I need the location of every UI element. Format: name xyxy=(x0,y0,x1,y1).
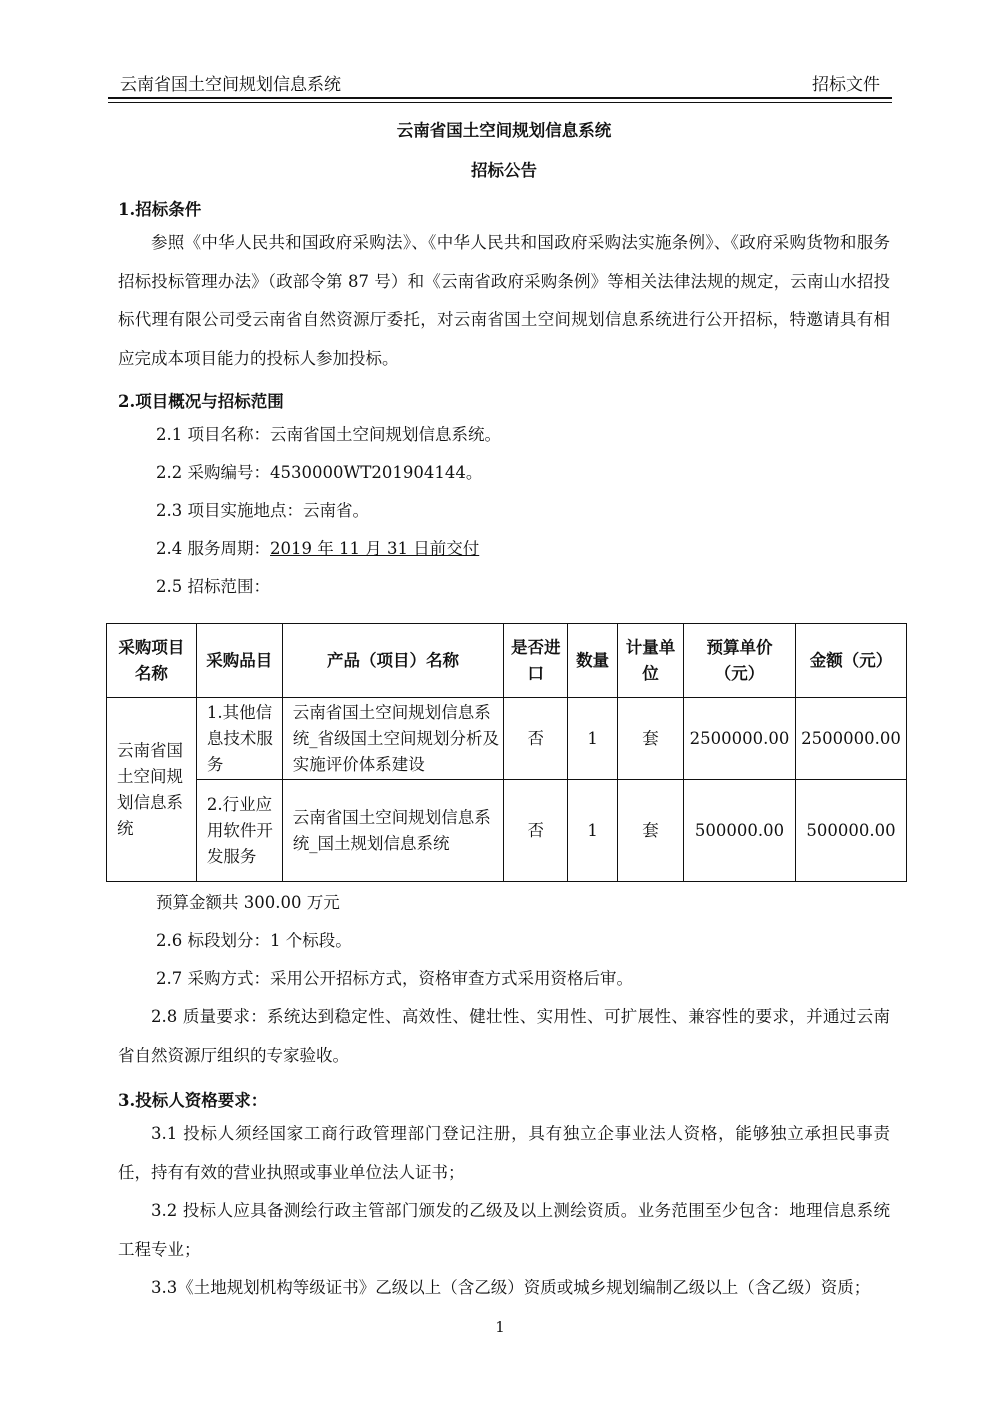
document-subtitle: 招标公告 xyxy=(471,161,537,180)
header-rule-thick xyxy=(108,97,892,99)
cell-amount: 500000.00 xyxy=(795,780,906,882)
section-1-heading: 1.招标条件 xyxy=(118,200,202,219)
cell-qty: 1 xyxy=(568,780,618,882)
col-header-qty: 数量 xyxy=(568,624,618,698)
item-3-2: 3.2 投标人应具备测绘行政主管部门颁发的乙级及以上测绘资质。业务范围至少包含：地理信息系统工程专业； xyxy=(118,1201,890,1259)
item-2-1: 2.1 项目名称：云南省国土空间规划信息系统。 xyxy=(156,425,501,444)
table-row xyxy=(107,780,907,882)
item-2-2: 2.2 采购编号：4530000WT201904144。 xyxy=(156,463,483,482)
header-rule-thin xyxy=(108,102,892,103)
cell-import: 否 xyxy=(504,698,568,780)
cell-project-name: 云南省国土空间规划信息系统 xyxy=(107,698,197,882)
cell-price: 500000.00 xyxy=(683,780,795,882)
bid-scope-table xyxy=(106,623,907,882)
item-2-8: 2.8 质量要求：系统达到稳定性、高效性、健壮性、实用性、可扩展性、兼容性的要求，并通过云南省自然资源厅组织的专家验收。 xyxy=(118,1007,890,1065)
item-3-1: 3.1 投标人须经国家工商行政管理部门登记注册，具有独立企事业法人资格，能够独立承担民事责任，持有有效的营业执照或事业单位法人证书； xyxy=(118,1124,890,1182)
col-header-project: 采购项目名称 xyxy=(107,624,197,698)
col-header-amount: 金额（元） xyxy=(795,624,906,698)
document-body-continued xyxy=(118,884,890,1308)
section-2-heading: 2.项目概况与招标范围 xyxy=(118,392,284,411)
col-header-unit: 计量单位 xyxy=(618,624,684,698)
cell-price: 2500000.00 xyxy=(683,698,795,780)
table-header-row xyxy=(107,624,907,698)
item-2-3: 2.3 项目实施地点：云南省。 xyxy=(156,501,369,520)
section-3-heading: 3.投标人资格要求： xyxy=(118,1091,268,1110)
item-3-3: 3.3《土地规划机构等级证书》乙级以上（含乙级）资质或城乡规划编制乙级以上（含乙级）资质； xyxy=(151,1278,871,1297)
item-2-4-label: 2.4 服务周期： xyxy=(156,539,270,558)
item-2-7: 2.7 采购方式：采用公开招标方式，资格审查方式采用资格后审。 xyxy=(156,969,633,988)
page-header xyxy=(108,62,892,96)
document-title: 云南省国土空间规划信息系统 xyxy=(396,121,612,140)
cell-category: 2.行业应用软件开发服务 xyxy=(196,780,282,882)
header-right-title: 招标文件 xyxy=(812,75,880,95)
service-period-value: 2019 年 11 月 31 日前交付 xyxy=(270,539,480,558)
cell-amount: 2500000.00 xyxy=(795,698,906,780)
cell-category: 1.其他信息技术服务 xyxy=(196,698,282,780)
col-header-price: 预算单价（元） xyxy=(683,624,795,698)
table-row xyxy=(107,698,907,780)
item-2-4 xyxy=(118,530,890,568)
cell-product: 云南省国土空间规划信息系统_省级国土空间规划分析及实施评价体系建设 xyxy=(282,698,504,780)
cell-qty: 1 xyxy=(568,698,618,780)
cell-import: 否 xyxy=(504,780,568,882)
section-1-body: 参照《中华人民共和国政府采购法》、《中华人民共和国政府采购法实施条例》、《政府采购货物和服务招标投标管理办法》（政部令第 87 号）和《云南省政府采购条例》等相关法律法规的规定，云南山水招投标代理有限公司受云南省自然资源厅委托，对云南省国土空间规划信息系统进行公开招标，特邀请具有相应完成本项目能力的投标人参加投标。 xyxy=(118,233,890,368)
cell-product: 云南省国土空间规划信息系统_国土规划信息系统 xyxy=(282,780,504,882)
header-left-title: 云南省国土空间规划信息系统 xyxy=(120,75,341,95)
item-2-5: 2.5 招标范围： xyxy=(156,577,270,596)
col-header-category: 采购品目 xyxy=(196,624,282,698)
item-2-6: 2.6 标段划分：1 个标段。 xyxy=(156,931,352,950)
col-header-import: 是否进口 xyxy=(504,624,568,698)
page-number: 1 xyxy=(495,1318,505,1336)
document-body xyxy=(118,116,890,606)
budget-total: 预算金额共 300.00 万元 xyxy=(156,893,340,912)
col-header-product: 产品（项目）名称 xyxy=(282,624,504,698)
cell-unit: 套 xyxy=(618,780,684,882)
cell-unit: 套 xyxy=(618,698,684,780)
